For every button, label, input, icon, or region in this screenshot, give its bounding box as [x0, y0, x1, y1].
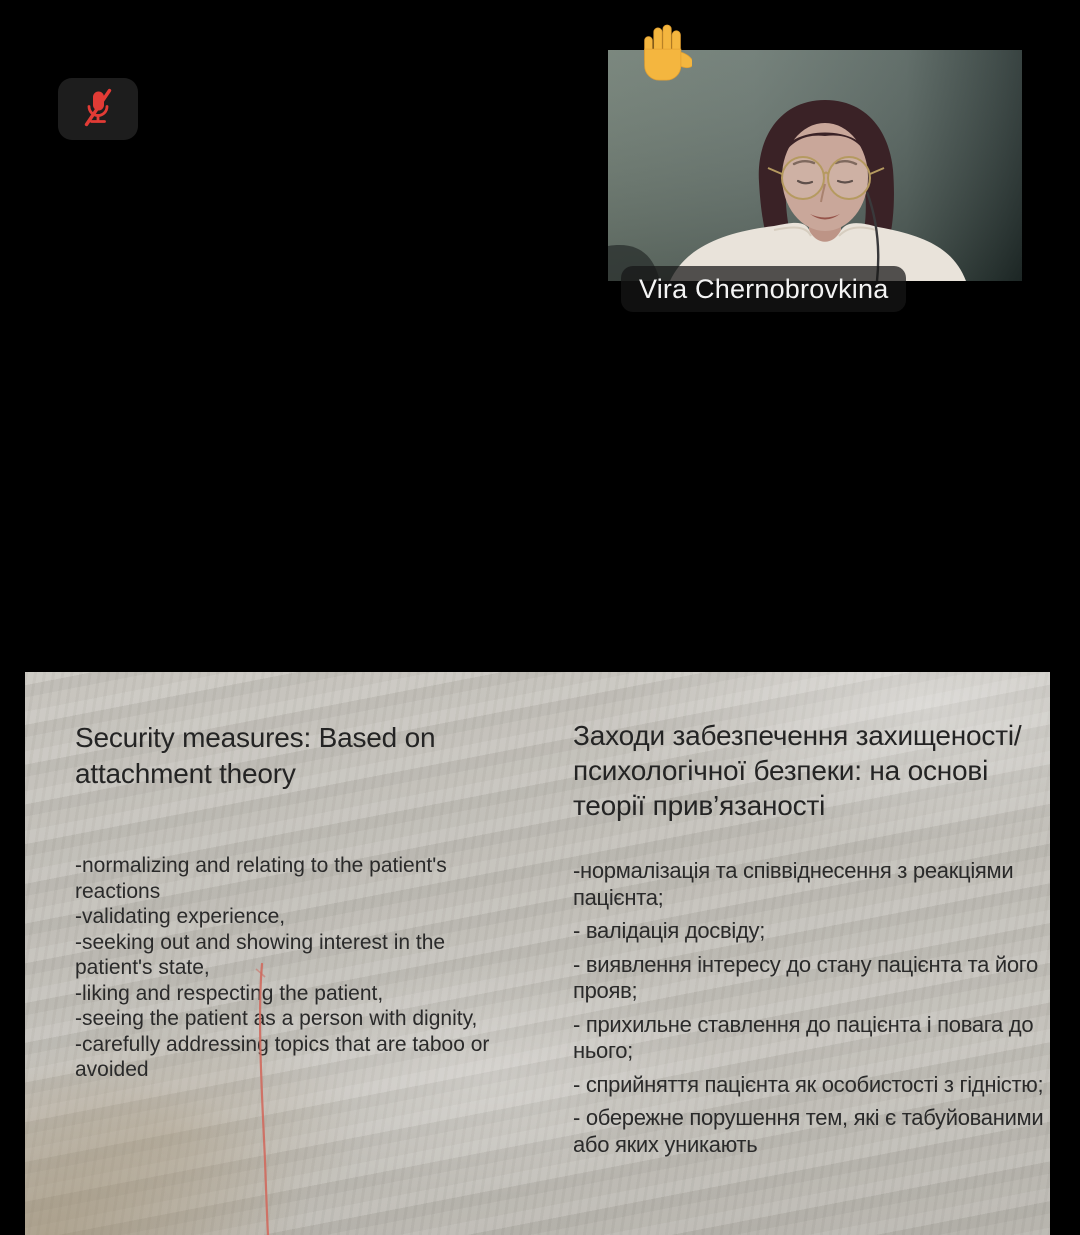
bullet-item: -liking and respecting the patient, — [75, 981, 384, 1005]
raised-hand-icon — [634, 21, 692, 87]
shared-screen-slide — [25, 672, 1050, 1235]
bullet-item: - валідація досвіду; — [573, 918, 766, 943]
bullet-item: -seeking out and showing interest in the patient's state, — [75, 930, 446, 979]
bullet-item: - сприйняття пацієнта як особистості з гідністю; — [573, 1071, 1044, 1097]
slide-title-ukrainian: Заходи забезпечення захищеності/ психологічної безпеки: на основі теорії прив’язаності — [573, 720, 1022, 821]
bullet-item: - обережне порушення тем, які є табуйованими або яких уникають — [573, 1105, 1044, 1157]
mute-indicator-button[interactable] — [58, 78, 138, 140]
bullet-item: - виявлення інтересу до стану пацієнта та його прояв; — [573, 951, 1038, 1003]
bullet-item: - прихильне ставлення до пацієнта і повага до нього; — [573, 1011, 1034, 1063]
bullet-item: -normalizing and relating to the patient's reactions — [75, 854, 447, 903]
annotation-stroke — [25, 672, 1050, 1235]
bullet-item: -seeing the patient as a person with dignity, — [75, 1007, 478, 1030]
bullet-item: -нормалізація та співвіднесення з реакціями пацієнта; — [573, 858, 1014, 910]
bullet-item: -validating experience, — [75, 905, 286, 928]
participant-name-label: Vira Chernobrovkina — [621, 266, 906, 312]
mic-muted-icon — [76, 85, 120, 134]
bullet-item: -carefully addressing topics that are taboo or avoided — [75, 1032, 490, 1081]
slide-title-english: Security measures: Based on attachment theory — [75, 722, 436, 789]
